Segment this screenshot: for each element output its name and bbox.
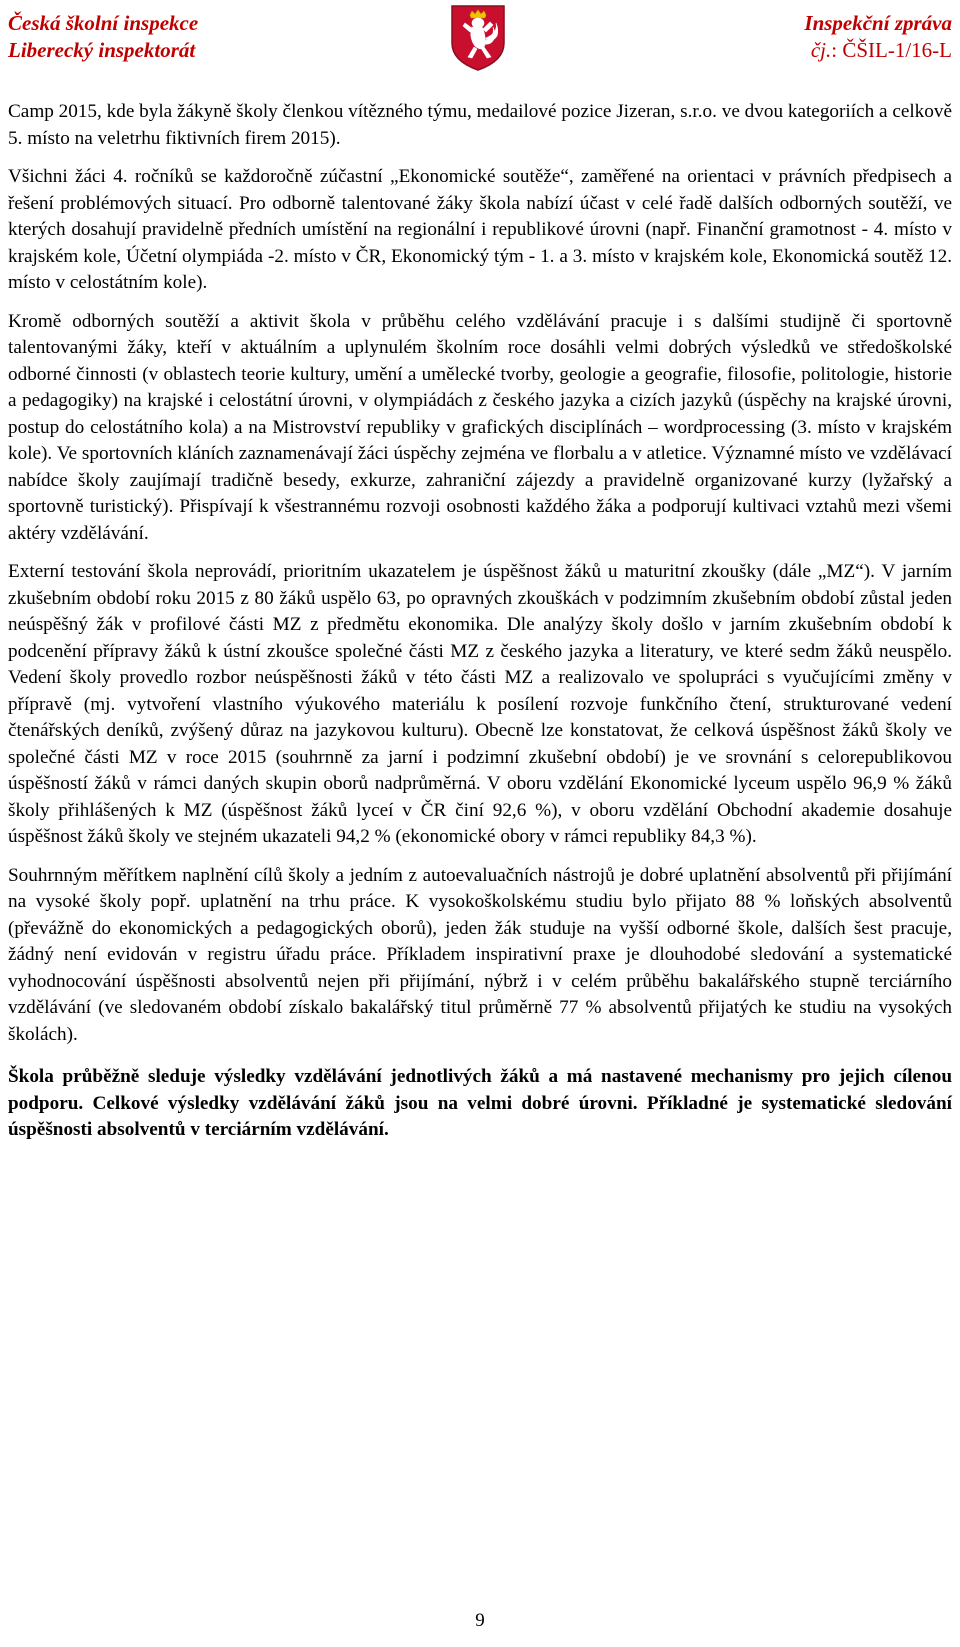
paragraph-professional-competitions: Všichni žáci 4. ročníků se každoročně zúčastní „Ekonomické soutěže“, zaměřené na orientaci v právních předpisech a řešení problémových situací. Pro odborně talentované žáky škola nabízí účast v celé řadě dalších odborných soutěží, ve kterých dosahují pravidelně předních umístění na regionální i republikové úrovni (např. Finanční gramotnost - 4. místo v krajském kole, Účetní olympiáda -2. místo v ČR, Ekonomický tým - 1. a 3. místo v krajském kole, Ekonomická soutěž 12. místo v celostátním kole). <box>8 166 952 293</box>
reference-prefix: čj. <box>810 38 832 62</box>
header-organization <box>8 10 198 64</box>
header-report-info <box>804 10 952 64</box>
report-body <box>8 99 952 1156</box>
paragraph-talented-students: Kromě odborných soutěží a aktivit škola v průběhu celého vzdělávání pracuje i s dalšími studijně či sportovně talentovanými žáky, kteří v aktuálním a uplynulém školním roce dosáhli velmi dobrých výsledků ve středoškolské odborné činnosti (v oblastech teorie kultury, umění a umělecké tvorby, geologie a geografie, filosofie, politologie, historie a pedagogiky) na krajské i celostátní úrovni, v olympiádách z českého jazyka a cizích jazyků (úspěchy na krajské úrovni, postup do celostátního kola) a na Mistrovství republiky v grafických disciplínách – wordprocessing (3. místo v krajském kole). Ve sportovních kláních zaznamenávají žáci úspěchy zejména ve florbalu a v atletice. Významné místo ve vzdělávací nabídce školy zaujímají tradičně besedy, exkurze, zahraniční zájezdy a pravidelně organizované kurzy (lyžařský a sportovně turistický). Přispívají k všestrannému rozvoji osobnosti každého žáka a podporují kultivaci vztahů mezi všemi aktéry vzdělávání. <box>8 310 952 544</box>
header-organization-name: Česká školní inspekce <box>8 11 199 35</box>
paragraph-graduate-placement: Souhrnným měřítkem naplnění cílů školy a jedním z autoevaluačních nástrojů je dobré uplatnění absolventů při přijímání na vysoké školy popř. uplatnění na trhu práce. K vysokoškolskému studiu bylo přijato 88 % loňských absolventů (převážně do ekonomických a pedagogických oborů), jeden žák studuje na vyšší odborné škole, dalších šest pracuje, žádný není evidován v registru úřadu práce. Příkladem inspirativní praxe je dlouhodobé sledování a systematické vyhodnocování úspěšnosti absolventů nejen při přijímání, nýbrž i v celém průběhu bakalářského stupně terciárního vzdělávání (ve sledovaném období získalo bakalářský titul průměrně 77 % absolventů přijatých ke studiu na vysokých školách). <box>8 864 952 1045</box>
paragraph-competitions-continued: Camp 2015, kde byla žákyně školy členkou vítězného týmu, medailové pozice Jizeran, s.r.o. ve dvou kategoriích a celkově 5. místo na veletrhu fiktivních firem 2015). <box>8 101 952 149</box>
header-reference-number <box>804 37 952 64</box>
reference-code: : ČŠIL-1/16-L <box>831 38 952 62</box>
header-inspectorate-name: Liberecký inspektorát <box>8 38 196 62</box>
page-number: 9 <box>475 1610 485 1631</box>
header-report-type: Inspekční zpráva <box>804 11 952 35</box>
paragraph-matura-results: Externí testování škola neprovádí, prioritním ukazatelem je úspěšnost žáků u maturitní zkoušky (dále „MZ“). V jarním zkušebním období roku 2015 z 80 žáků uspělo 63, po opravných zkouškách v podzimním zkušebním období zůstal jeden neúspěšný žák v profilové části MZ z předmětu ekonomika. Dle analýzy školy došlo v jarním zkušebním období k podcenění přípravy žáků k ústní zkoušce společné části MZ z českého jazyka a literatury, ve které sedm žáků neuspělo. Vedení školy provedlo rozbor neúspěšnosti žáků v této části MZ a realizovalo ve spolupráci s vyučujícími změny v přípravě (mj. vytvoření vlastního výukového materiálu k posílení rozvoje funkčního čtení, strukturované vedení čtenářských deníků, zvýšený důraz na jazykovou kulturu). Obecně lze konstatovat, že celková úspěšnost žáků školy ve společné části MZ v roce 2015 (souhrnně za jarní i podzimní zkušební období) je ve srovnání s celorepublikovou úspěšností žáků v rámci daných skupin oborů nadprůměrná. V oboru vzdělání Ekonomické lyceum uspělo 96,9 % žáků školy přihlášených k MZ (úspěšnost žáků lyceí v ČR činí 92,6 %), v oboru vzdělání Obchodní akademie dosahuje úspěšnost žáků školy ve stejném ukazateli 94,2 % (ekonomické obory v rámci republiky 84,3 %). <box>8 561 952 847</box>
page-header <box>8 0 952 82</box>
paragraph-conclusion: Škola průběžně sleduje výsledky vzdělávání jednotlivých žáků a má nastavené mechanismy pro jejich cílenou podporu. Celkové výsledky vzdělávání žáků jsou na velmi dobré úrovni. Příkladné je systematické sledování úspěšnosti absolventů v terciárním vzdělávání. <box>8 1066 952 1140</box>
coat-of-arms-icon <box>449 3 507 73</box>
